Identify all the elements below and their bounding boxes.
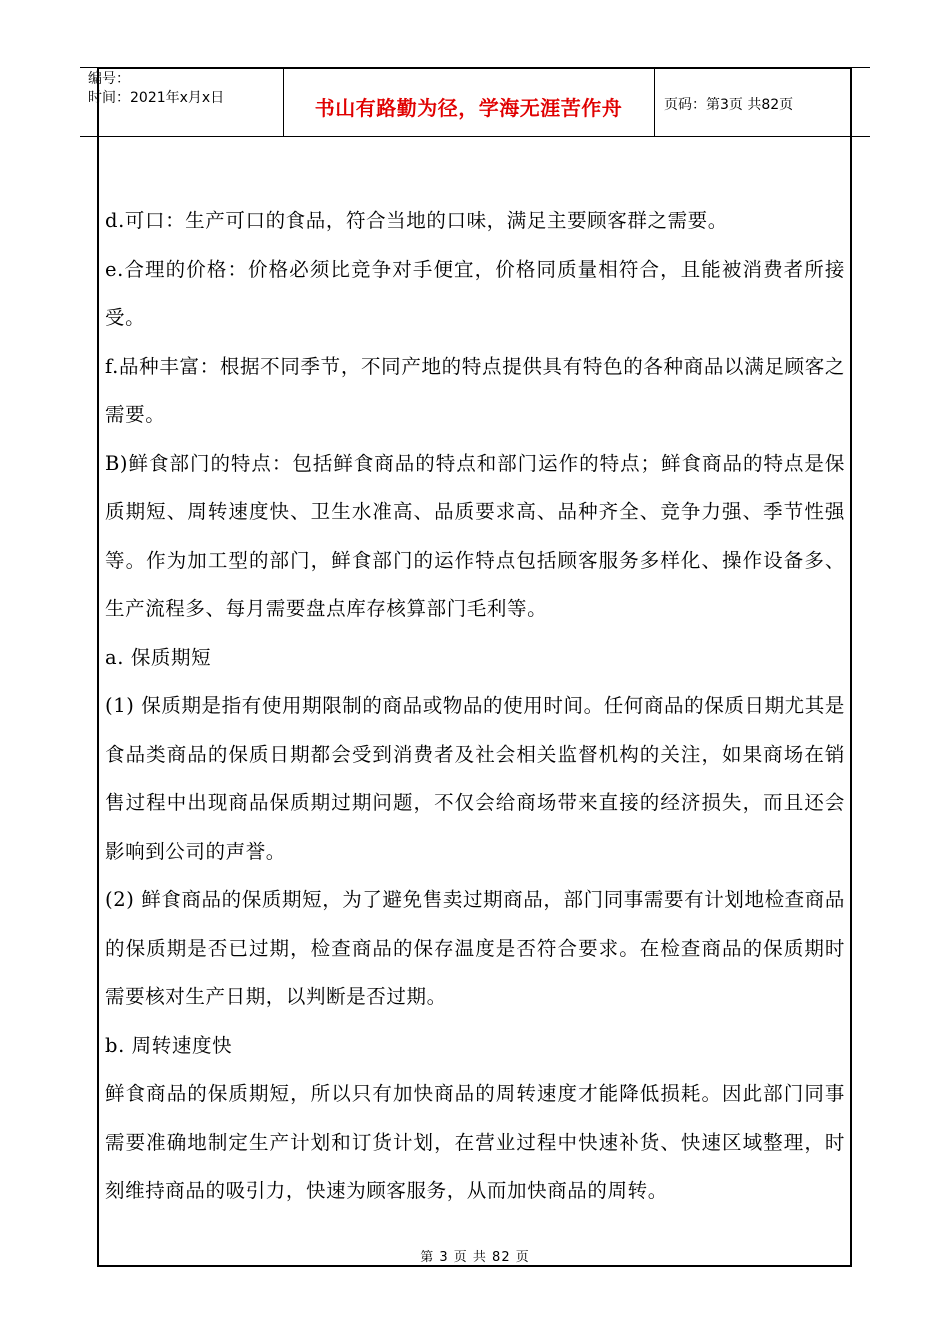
date-label: 时间：2021年x月x日: [88, 90, 225, 106]
header-meta: [88, 70, 224, 108]
paragraph-b-section: B)鲜食部门的特点：包括鲜食商品的特点和部门运作的特点；鲜食商品的特点是保质期短、周转速度快、卫生水准高、品质要求高、品种齐全、竞争力强、季节性强等。作为加工型的部门，鲜食部门的运作特点包括顾客服务多样化、操作设备多、生产流程多、每月需要盘点库存核算部门毛利等。: [105, 451, 845, 620]
subheading-shelf-life: a. 保质期短: [105, 645, 212, 669]
serial-label: 编号：: [88, 71, 130, 87]
paragraph-e: e.合理的价格：价格必须比竞争对手便宜，价格同质量相符合，且能被消费者所接受。: [105, 257, 845, 329]
paragraph-d: d.可口：生产可口的食品，符合当地的口味，满足主要顾客群之需要。: [105, 209, 728, 232]
header-page-info: 页码：第3页 共82页: [664, 97, 794, 113]
paragraph-turnover: 鲜食商品的保质期短，所以只有加快商品的周转速度才能降低损耗。因此部门同事需要准确地制定生产计划和订货计划，在营业过程中快速补货、快速区域整理，时刻维持商品的吸引力，快速为顾客服务，从而加快商品的周转。: [105, 1082, 845, 1202]
paragraph-f: f.品种丰富：根据不同季节，不同产地的特点提供具有特色的各种商品以满足顾客之需要。: [105, 354, 845, 426]
header-bottom-rule: [80, 136, 870, 137]
header-top-rule: [80, 67, 870, 68]
header-motto: 书山有路勤为径，学海无涯苦作舟: [314, 96, 623, 120]
header-divider-right: [654, 67, 655, 136]
subheading-turnover: b. 周转速度快: [105, 1033, 233, 1057]
page-footer: 第 3 页 共 82 页: [420, 1250, 530, 1265]
paragraph-point-2: (2) 鲜食商品的保质期短，为了避免售卖过期商品，部门同事需要有计划地检查商品的保质期是否已过期，检查商品的保存温度是否符合要求。在检查商品的保质期时需要核对生产日期，以判断是否过期。: [105, 888, 845, 1008]
paragraph-point-1: (1) 保质期是指有使用期限制的商品或物品的使用时间。任何商品的保质日期尤其是食品类商品的保质日期都会受到消费者及社会相关监督机构的关注，如果商场在销售过程中出现商品保质期过期问题，不仅会给商场带来直接的经济损失，而且还会影响到公司的声誉。: [105, 694, 845, 863]
document-body: [105, 197, 845, 1216]
